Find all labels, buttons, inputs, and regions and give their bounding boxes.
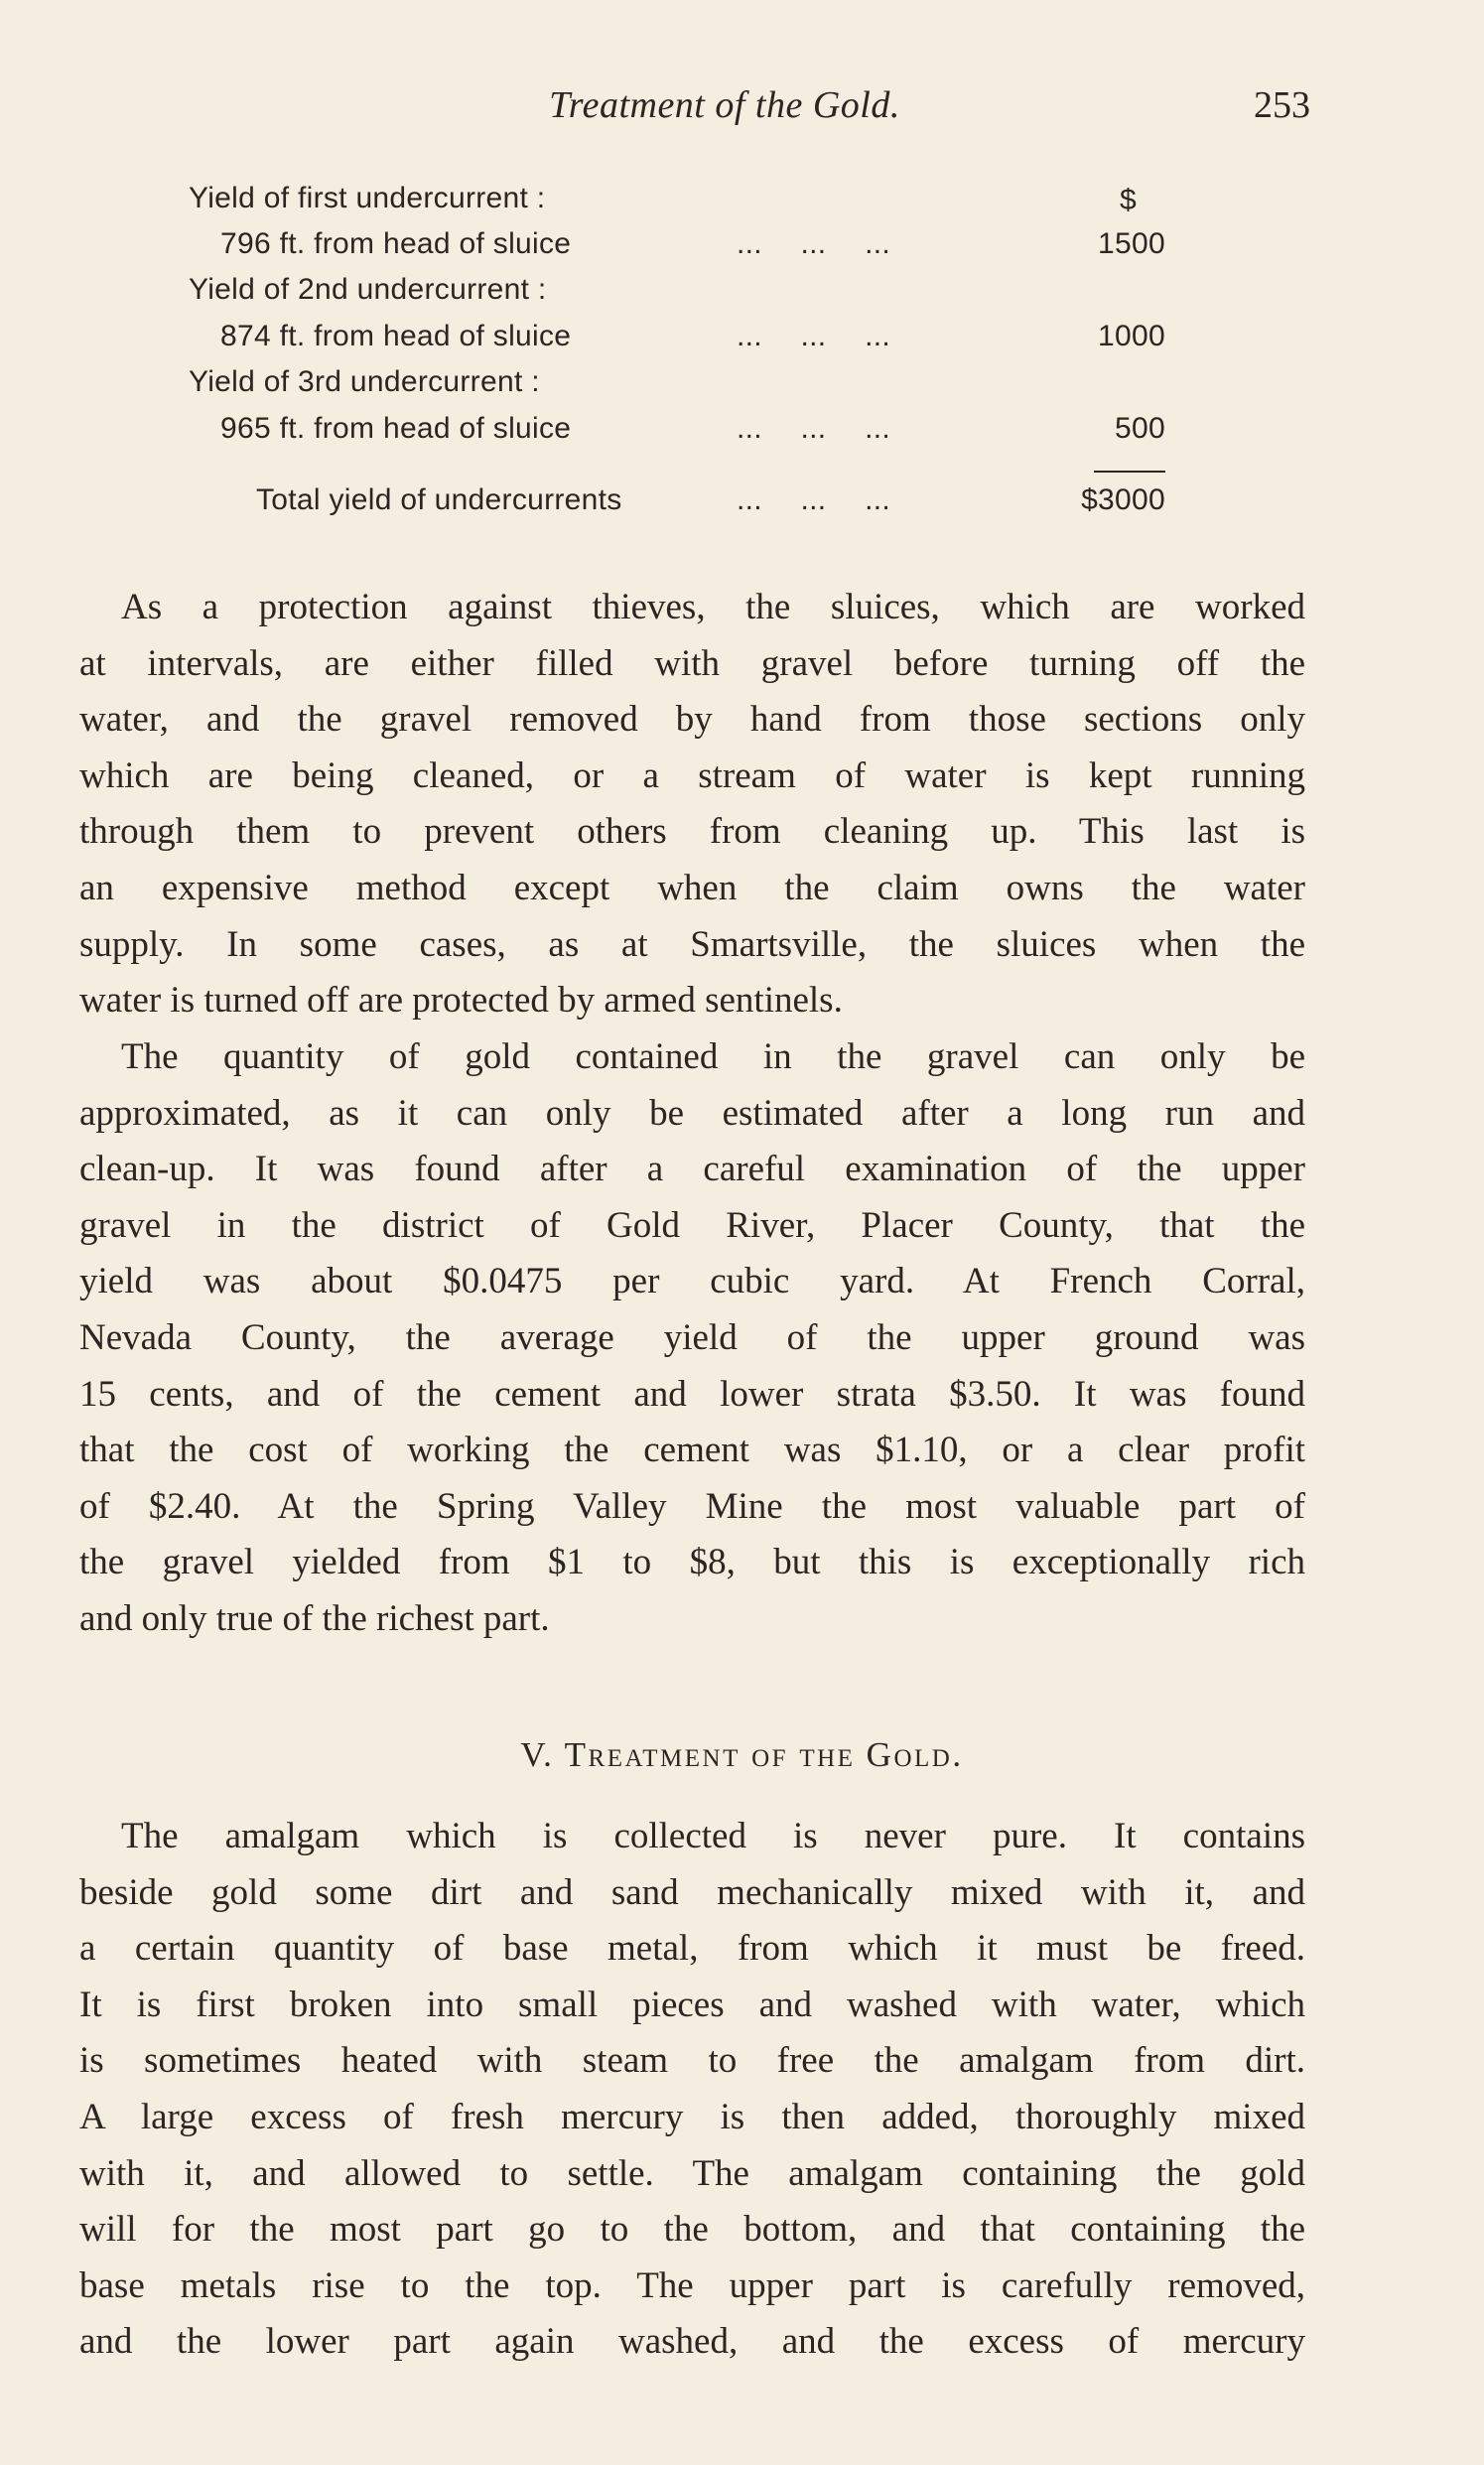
text-line: the gravel yielded from $1 to $8, but this is exceptionally rich <box>79 1542 1305 1583</box>
total-value: $3000 <box>1081 483 1165 516</box>
total-rule <box>1094 471 1165 473</box>
text-line: of $2.40. At the Spring Valley Mine the most valuable part of <box>79 1485 1305 1527</box>
text-line: clean-up. It was found after a careful examination of the upper <box>79 1149 1305 1190</box>
text-line: will for the most part go to the bottom, and that containing the <box>79 2209 1305 2251</box>
text-line: beside gold some dirt and sand mechanically mixed with it, and <box>79 1871 1305 1913</box>
running-title: Treatment of the Gold. <box>549 84 900 126</box>
text-line: supply. In some cases, as at Smartsville, the sluices when the <box>79 923 1305 965</box>
leader-dots: ... ... ... <box>737 412 890 445</box>
text-line: is sometimes heated with steam to free the amalgam from dirt. <box>79 2040 1305 2082</box>
text-line: water is turned off are protected by armed sentinels. <box>79 980 843 1022</box>
text-line: A large excess of fresh mercury is then added, thoroughly mixed <box>79 2096 1305 2137</box>
row-value: 1500 <box>1098 227 1165 260</box>
currency-symbol: $ <box>1120 184 1137 216</box>
row-label: Yield of 3rd undercurrent : <box>189 365 540 398</box>
running-header <box>0 83 1484 143</box>
row-label: Yield of first undercurrent : <box>189 182 546 214</box>
total-label: Total yield of undercurrents <box>256 483 622 516</box>
text-line: a certain quantity of base metal, from which it must be freed. <box>79 1928 1305 1970</box>
section-title: Treatment of the Gold. <box>564 1735 964 1774</box>
leader-dots: ... ... ... <box>737 483 890 516</box>
table-row <box>220 227 1165 271</box>
text-line: As a protection against thieves, the sluices, which are worked <box>121 587 1305 627</box>
text-line: yield was about $0.0475 per cubic yard. At French Corral, <box>79 1261 1305 1302</box>
text-line: 15 cents, and of the cement and lower strata $3.50. It was found <box>79 1373 1305 1415</box>
section-heading <box>0 1735 1484 1775</box>
row-label: Yield of 2nd undercurrent : <box>189 273 547 306</box>
text-line: The quantity of gold contained in the gravel can only be <box>121 1036 1305 1077</box>
row-label: 796 ft. from head of sluice <box>220 227 572 260</box>
leader-dots: ... ... ... <box>737 320 890 352</box>
text-line: It is first broken into small pieces and washed with water, which <box>79 1984 1305 2025</box>
text-line: approximated, as it can only be estimated after a long run and <box>79 1092 1305 1134</box>
leader-dots: ... ... ... <box>737 227 890 260</box>
text-line: that the cost of working the cement was $1.10, or a clear profit <box>79 1430 1305 1471</box>
total-row <box>256 483 1165 527</box>
text-line: and only true of the richest part. <box>79 1597 550 1639</box>
text-line: Nevada County, the average yield of the upper ground was <box>79 1316 1305 1358</box>
text-line: through them to prevent others from cleaning up. This last is <box>79 811 1305 853</box>
row-value: 500 <box>1115 412 1165 445</box>
text-line: with it, and allowed to settle. The amalgam containing the gold <box>79 2152 1305 2194</box>
text-line: base metals rise to the top. The upper part is carefully removed, <box>79 2264 1305 2306</box>
text-line: which are being cleaned, or a stream of water is kept running <box>79 754 1305 796</box>
paragraph-amalgam <box>79 1809 1305 2371</box>
row-value: 1000 <box>1098 320 1165 352</box>
row-label: 965 ft. from head of sluice <box>220 412 572 445</box>
section-numeral: V. <box>520 1735 554 1774</box>
text-line: gravel in the district of Gold River, Placer County, that the <box>79 1204 1305 1246</box>
text-line: The amalgam which is collected is never pure. It contains <box>121 1816 1305 1856</box>
text-line: and the lower part again washed, and the excess of mercury <box>79 2321 1305 2363</box>
text-line: at intervals, are either filled with gravel before turning off the <box>79 642 1305 684</box>
paragraph-protection <box>79 580 1305 1029</box>
page-number: 253 <box>1254 84 1310 126</box>
row-label: 874 ft. from head of sluice <box>220 320 572 352</box>
paragraph-quantity <box>79 1029 1305 1648</box>
table-row <box>220 412 1165 456</box>
text-line: water, and the gravel removed by hand from those sections only <box>79 699 1305 741</box>
text-line: an expensive method except when the claim owns the water <box>79 867 1305 908</box>
table-row <box>220 320 1165 363</box>
